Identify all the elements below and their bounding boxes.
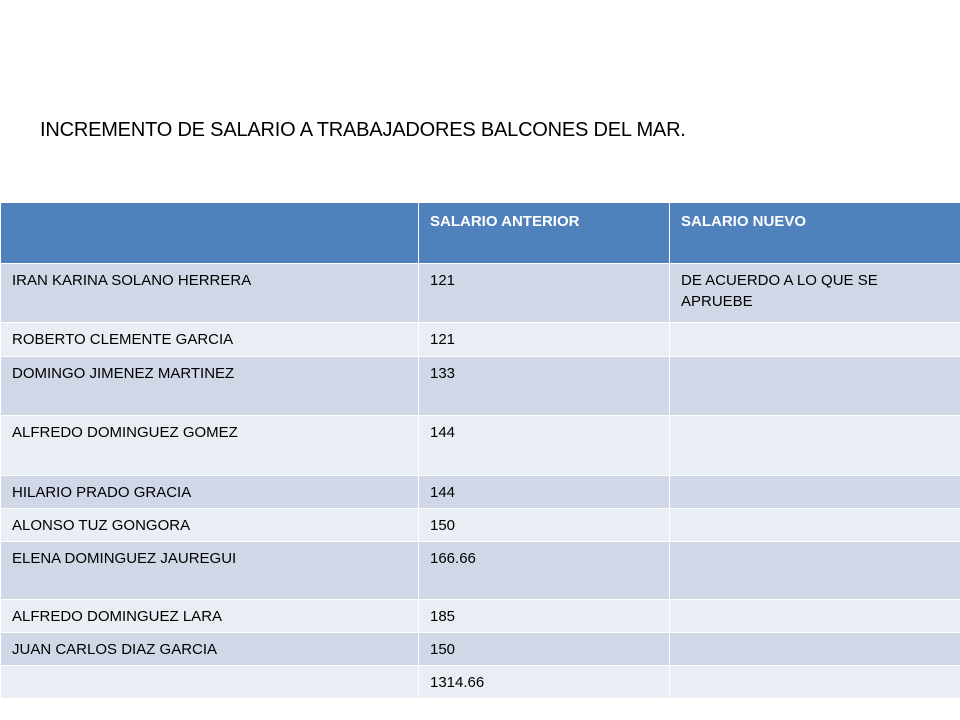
table-row (1, 476, 960, 509)
header-name (1, 203, 419, 264)
cell-previous-salary: 150 (419, 633, 670, 666)
cell-new-salary (670, 666, 960, 699)
cell-previous-salary: 121 (419, 323, 670, 357)
table-row (1, 357, 960, 416)
cell-name: IRAN KARINA SOLANO HERRERA (1, 264, 419, 323)
cell-name: ALONSO TUZ GONGORA (1, 509, 419, 542)
cell-new-salary (670, 633, 960, 666)
total-row (1, 666, 960, 699)
cell-previous-salary: 144 (419, 476, 670, 509)
table-row (1, 633, 960, 666)
cell-new-salary (670, 542, 960, 600)
cell-new-salary (670, 476, 960, 509)
cell-name: ALFREDO DOMINGUEZ LARA (1, 600, 419, 633)
cell-name: ELENA DOMINGUEZ JAUREGUI (1, 542, 419, 600)
table-row (1, 509, 960, 542)
table-row (1, 600, 960, 633)
cell-name (1, 666, 419, 699)
cell-previous-salary: 185 (419, 600, 670, 633)
cell-previous-salary: 133 (419, 357, 670, 416)
table-row (1, 416, 960, 476)
header-new-salary: SALARIO NUEVO (670, 203, 960, 264)
cell-name: JUAN CARLOS DIAZ GARCIA (1, 633, 419, 666)
cell-new-salary (670, 600, 960, 633)
cell-new-salary: DE ACUERDO A LO QUE SE APRUEBE (670, 264, 960, 323)
table-header-row (1, 203, 960, 264)
cell-new-salary (670, 323, 960, 357)
cell-name: ROBERTO CLEMENTE GARCIA (1, 323, 419, 357)
salary-table (0, 202, 960, 699)
cell-new-salary (670, 416, 960, 476)
cell-name: ALFREDO DOMINGUEZ GOMEZ (1, 416, 419, 476)
header-previous-salary: SALARIO ANTERIOR (419, 203, 670, 264)
cell-previous-salary: 166.66 (419, 542, 670, 600)
cell-previous-salary: 150 (419, 509, 670, 542)
cell-previous-salary: 144 (419, 416, 670, 476)
cell-name: DOMINGO JIMENEZ MARTINEZ (1, 357, 419, 416)
cell-previous-salary: 121 (419, 264, 670, 323)
table-row (1, 264, 960, 323)
cell-name: HILARIO PRADO GRACIA (1, 476, 419, 509)
table-row (1, 323, 960, 357)
table-row (1, 542, 960, 600)
page-title: INCREMENTO DE SALARIO A TRABAJADORES BALCONES DEL MAR. (40, 119, 686, 141)
cell-new-salary (670, 509, 960, 542)
cell-total-salary: 1314.66 (419, 666, 670, 699)
cell-new-salary (670, 357, 960, 416)
